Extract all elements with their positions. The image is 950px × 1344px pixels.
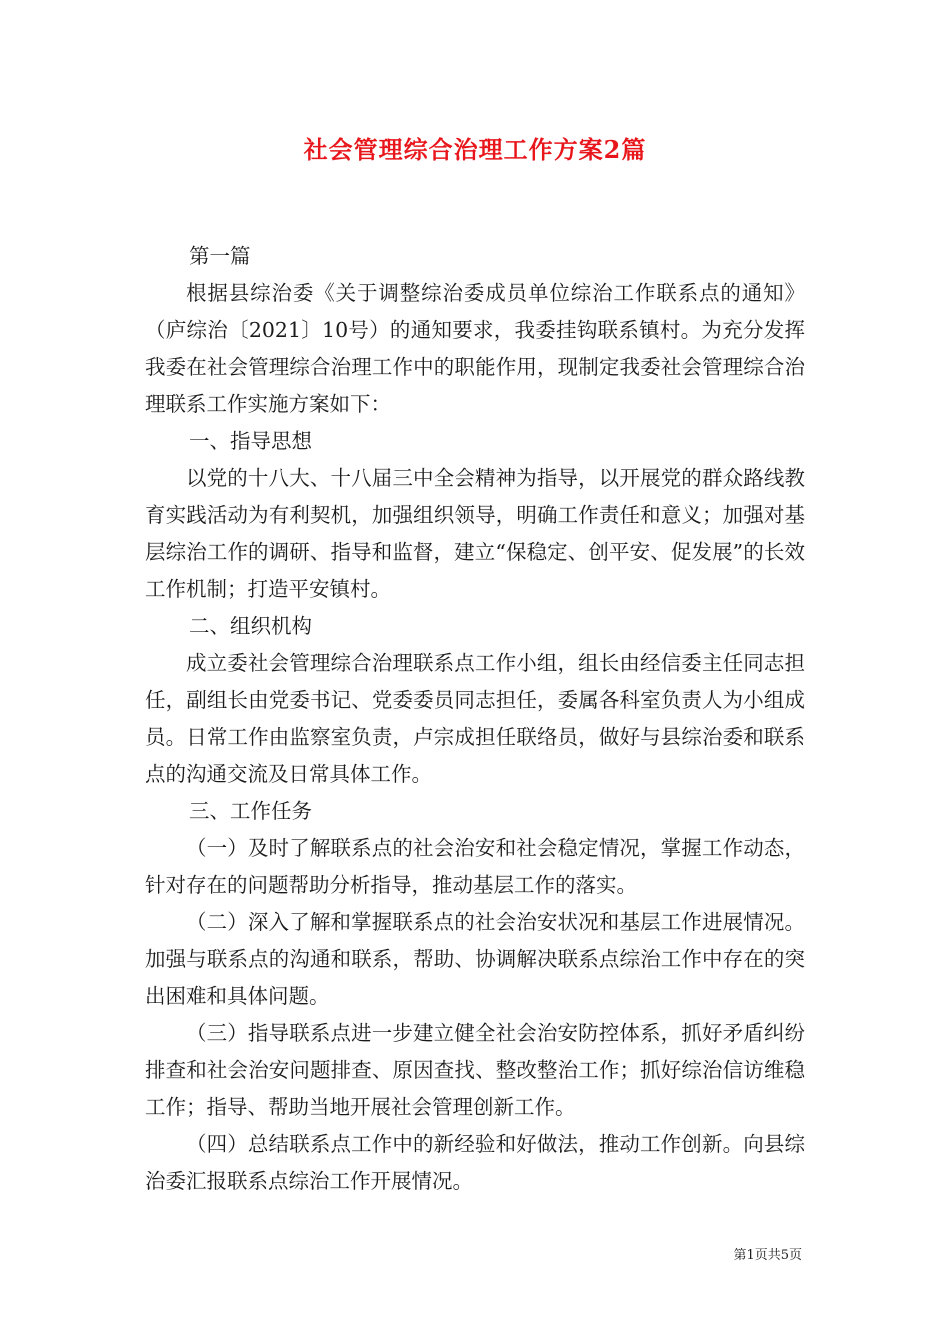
section-heading: 第一篇 [189,244,251,268]
body-paragraph: （一）及时了解联系点的社会治安和社会稳定情况，掌握工作动态，针对存在的问题帮助分析指导，推动基层工作的落实。 [145,836,805,897]
section-heading: 二、组织机构 [189,614,312,638]
body-paragraph: 根据县综治委《关于调整综治委成员单位综治工作联系点的通知》（庐综治〔2021〕10号）的通知要求，我委挂钩联系镇村。为充分发挥我委在社会管理综合治理工作中的职能作用，现制定我委社会管理综合治理联系工作实施方案如下： [145,281,805,416]
body-paragraph: （二）深入了解和掌握联系点的社会治安状况和基层工作进展情况。加强与联系点的沟通和联系，帮助、协调解决联系点综治工作中存在的突出困难和具体问题。 [145,910,805,1008]
body-paragraph: （三）指导联系点进一步建立健全社会治安防控体系，抓好矛盾纠纷排查和社会治安问题排查、原因查找、整改整治工作；抓好综治信访维稳工作；指导、帮助当地开展社会管理创新工作。 [145,1021,805,1119]
document-title: 社会管理综合治理工作方案2篇 [303,135,647,164]
body-paragraph: （四）总结联系点工作中的新经验和好做法，推动工作创新。向县综治委汇报联系点综治工作开展情况。 [145,1132,805,1193]
body-paragraph: 成立委社会管理综合治理联系点工作小组，组长由经信委主任同志担任，副组长由党委书记、党委委员同志担任，委属各科室负责人为小组成员。日常工作由监察室负责，卢宗成担任联络员，做好与县综治委和联系点的沟通交流及日常具体工作。 [145,651,805,786]
section-heading: 三、工作任务 [189,799,312,823]
document-body [145,238,805,1200]
page-number-footer: 第1页共5页 [733,1248,802,1263]
section-heading: 一、指导思想 [189,429,312,453]
body-paragraph: 以党的十八大、十八届三中全会精神为指导，以开展党的群众路线教育实践活动为有利契机，加强组织领导，明确工作责任和意义；加强对基层综治工作的调研、指导和监督，建立“保稳定、创平安、促发展”的长效工作机制；打造平安镇村。 [145,466,805,601]
